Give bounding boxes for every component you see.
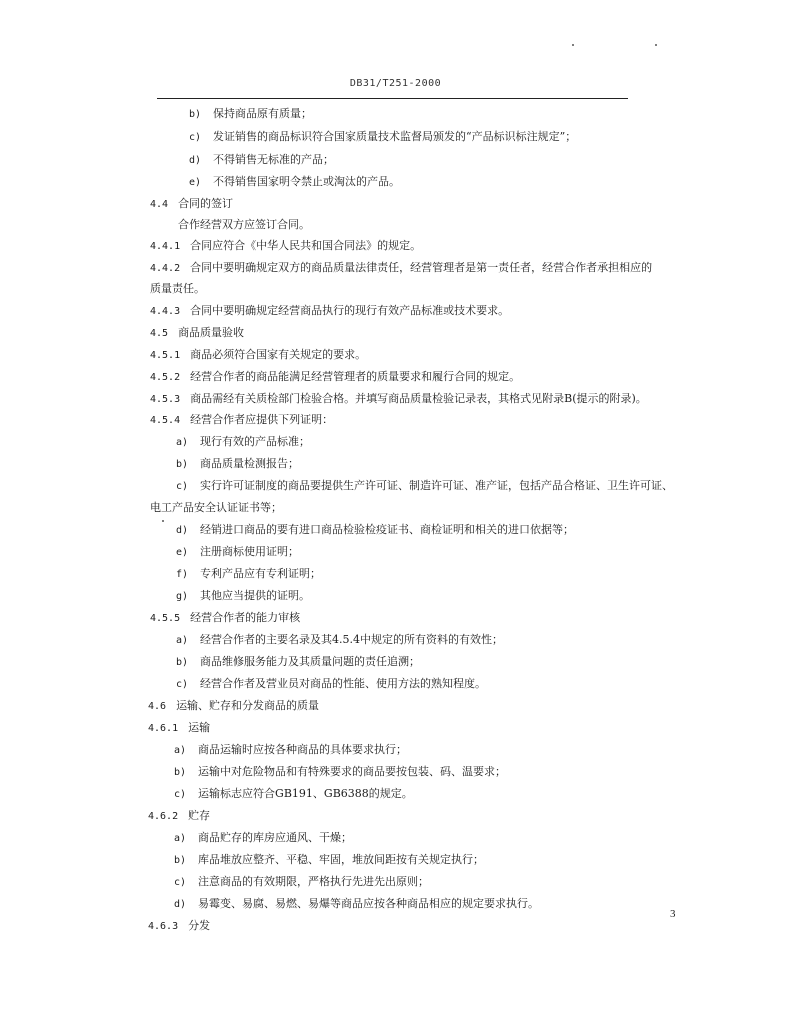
scan-speck — [572, 44, 574, 46]
list-label: c) — [174, 789, 187, 800]
header-rule — [157, 98, 628, 99]
text-line — [189, 153, 334, 168]
text-line — [150, 304, 509, 319]
text-line — [148, 919, 210, 934]
section-number: 4.4 — [150, 199, 169, 210]
list-label: a) — [176, 635, 189, 646]
text-line — [176, 567, 321, 582]
line-text: 经营合作者应提供下列证明： — [190, 413, 334, 426]
text-line — [150, 370, 520, 385]
section-number: 4.5.3 — [150, 394, 181, 405]
line-text: 专利产品应有专利证明； — [200, 567, 322, 580]
line-text: 经营合作者的商品能满足经营管理者的质量要求和履行合同的规定。 — [190, 370, 521, 383]
line-text: 注册商标使用证明； — [200, 545, 300, 558]
text-line — [148, 699, 319, 714]
scan-speck — [655, 44, 657, 46]
line-text: 经销进口商品的要有进口商品检验检疫证书、商检证明和相关的进口依据等； — [200, 523, 575, 536]
section-number: 4.5 — [150, 328, 169, 339]
line-text: 运输标志应符合GB191、GB6388的规定。 — [198, 787, 413, 800]
list-label: c) — [174, 877, 187, 888]
list-label: a) — [176, 437, 189, 448]
section-number: 4.6.2 — [148, 811, 179, 822]
section-number: 4.5.1 — [150, 350, 181, 361]
line-text: 商品需经有关质检部门检验合格。并填写商品质量检验记录表，其格式见附录B(提示的附录)。 — [190, 392, 647, 405]
line-text: 经营合作者的主要名录及其4.5.4中规定的所有资料的有效性； — [200, 633, 504, 646]
text-line — [176, 435, 310, 450]
text-line — [176, 545, 299, 560]
line-text: 商品质量检测报告； — [200, 457, 300, 470]
text-line — [174, 743, 407, 758]
text-line — [174, 897, 539, 912]
line-text: 易霉变、易腐、易燃、易爆等商品应按各种商品相应的规定要求执行。 — [198, 897, 540, 910]
list-label: c) — [189, 132, 202, 143]
text-line — [176, 523, 574, 538]
line-text: 不得销售无标准的产品； — [213, 153, 335, 166]
list-label: a) — [174, 745, 187, 756]
text-line — [189, 107, 312, 122]
section-number: 4.6.1 — [148, 723, 179, 734]
line-text: 合同应符合《中华人民共和国合同法》的规定。 — [190, 239, 422, 252]
line-text: 合同中要明确规定双方的商品质量法律责任，经营管理者是第一责任者，经营合作者承担相应的 — [190, 261, 653, 274]
line-text: 合作经营双方应签订合同。 — [178, 218, 310, 231]
line-text: 运输 — [188, 721, 211, 734]
page-number: 3 — [670, 908, 676, 920]
text-line — [176, 589, 310, 604]
line-text: 质量责任。 — [150, 282, 205, 295]
text-line — [150, 611, 300, 626]
list-label: e) — [176, 547, 189, 558]
section-number: 4.6.3 — [148, 921, 179, 932]
line-text: 商品质量验收 — [178, 326, 245, 339]
line-text: 商品运输时应按各种商品的具体要求执行； — [198, 743, 408, 756]
line-text: 电工产品安全认证证书等； — [150, 501, 282, 514]
text-line — [148, 809, 210, 824]
text-line — [174, 765, 506, 780]
list-label: a) — [174, 833, 187, 844]
text-line — [176, 479, 673, 494]
line-text: 现行有效的产品标准； — [200, 435, 311, 448]
text-line — [150, 239, 421, 254]
text-line — [174, 853, 484, 868]
header-code: DB31/T251-2000 — [349, 78, 442, 89]
line-text: 库品堆放应整齐、平稳、牢固，堆放间距按有关规定执行； — [198, 853, 485, 866]
section-number: 4.4.3 — [150, 306, 181, 317]
list-label: f) — [176, 569, 189, 580]
list-label: b) — [174, 855, 187, 866]
line-text: 发证销售的商品标识符合国家质量技术监督局颁发的“产品标识标注规定”； — [213, 130, 577, 143]
text-line — [174, 875, 429, 890]
line-text: 运输中对危险物品和有特殊要求的商品要按包装、码、温要求； — [198, 765, 507, 778]
text-line — [150, 348, 366, 363]
list-label: d) — [176, 525, 189, 536]
line-text: 贮存 — [188, 809, 211, 822]
text-line — [150, 501, 282, 515]
text-line — [150, 413, 333, 428]
line-text: 其他应当提供的证明。 — [200, 589, 311, 602]
line-text: 不得销售国家明令禁止或淘汰的产品。 — [213, 175, 401, 188]
section-number: 4.4.1 — [150, 241, 181, 252]
list-label: c) — [176, 481, 189, 492]
section-number: 4.5.4 — [150, 415, 181, 426]
list-label: b) — [174, 767, 187, 778]
line-text: 商品维修服务能力及其质量问题的责任追溯； — [200, 655, 421, 668]
text-line — [150, 282, 205, 296]
line-text: 合同的签订 — [178, 197, 234, 210]
list-label: b) — [189, 109, 202, 120]
line-text: 分发 — [188, 919, 211, 932]
line-text: 商品必须符合国家有关规定的要求。 — [190, 348, 367, 361]
text-line — [150, 326, 244, 341]
line-text: 实行许可证制度的商品要提供生产许可证、制造许可证、准产证，包括产品合格证、卫生许可证、 — [200, 479, 674, 492]
text-line — [176, 677, 486, 692]
text-line — [150, 392, 647, 407]
list-label: d) — [189, 155, 202, 166]
text-line — [174, 831, 352, 846]
section-number: 4.4.2 — [150, 263, 181, 274]
text-line — [178, 218, 310, 232]
text-line — [148, 721, 210, 736]
text-line — [176, 655, 420, 670]
list-label: d) — [174, 899, 187, 910]
line-text: 保持商品原有质量； — [213, 107, 313, 120]
text-line — [150, 197, 233, 212]
section-number: 4.6 — [148, 701, 167, 712]
line-text: 经营合作者及营业员对商品的性能、使用方法的熟知程度。 — [200, 677, 487, 690]
line-text: 运输、贮存和分发商品的质量 — [176, 699, 320, 712]
text-line — [150, 261, 652, 276]
line-text: 注意商品的有效期限，严格执行先进先出原则； — [198, 875, 430, 888]
list-label: g) — [176, 591, 189, 602]
line-text: 经营合作者的能力审核 — [190, 611, 301, 624]
list-label: b) — [176, 657, 189, 668]
section-number: 4.5.2 — [150, 372, 181, 383]
scan-speck — [162, 520, 164, 522]
text-line — [176, 457, 299, 472]
section-number: 4.5.5 — [150, 613, 181, 624]
line-text: 合同中要明确规定经营商品执行的现行有效产品标准或技术要求。 — [190, 304, 510, 317]
list-label: b) — [176, 459, 189, 470]
line-text: 商品贮存的库房应通风、干燥； — [198, 831, 353, 844]
text-line — [174, 787, 413, 802]
text-line — [176, 633, 503, 648]
text-line — [189, 130, 576, 145]
list-label: e) — [189, 177, 202, 188]
text-line — [189, 175, 400, 190]
list-label: c) — [176, 679, 189, 690]
